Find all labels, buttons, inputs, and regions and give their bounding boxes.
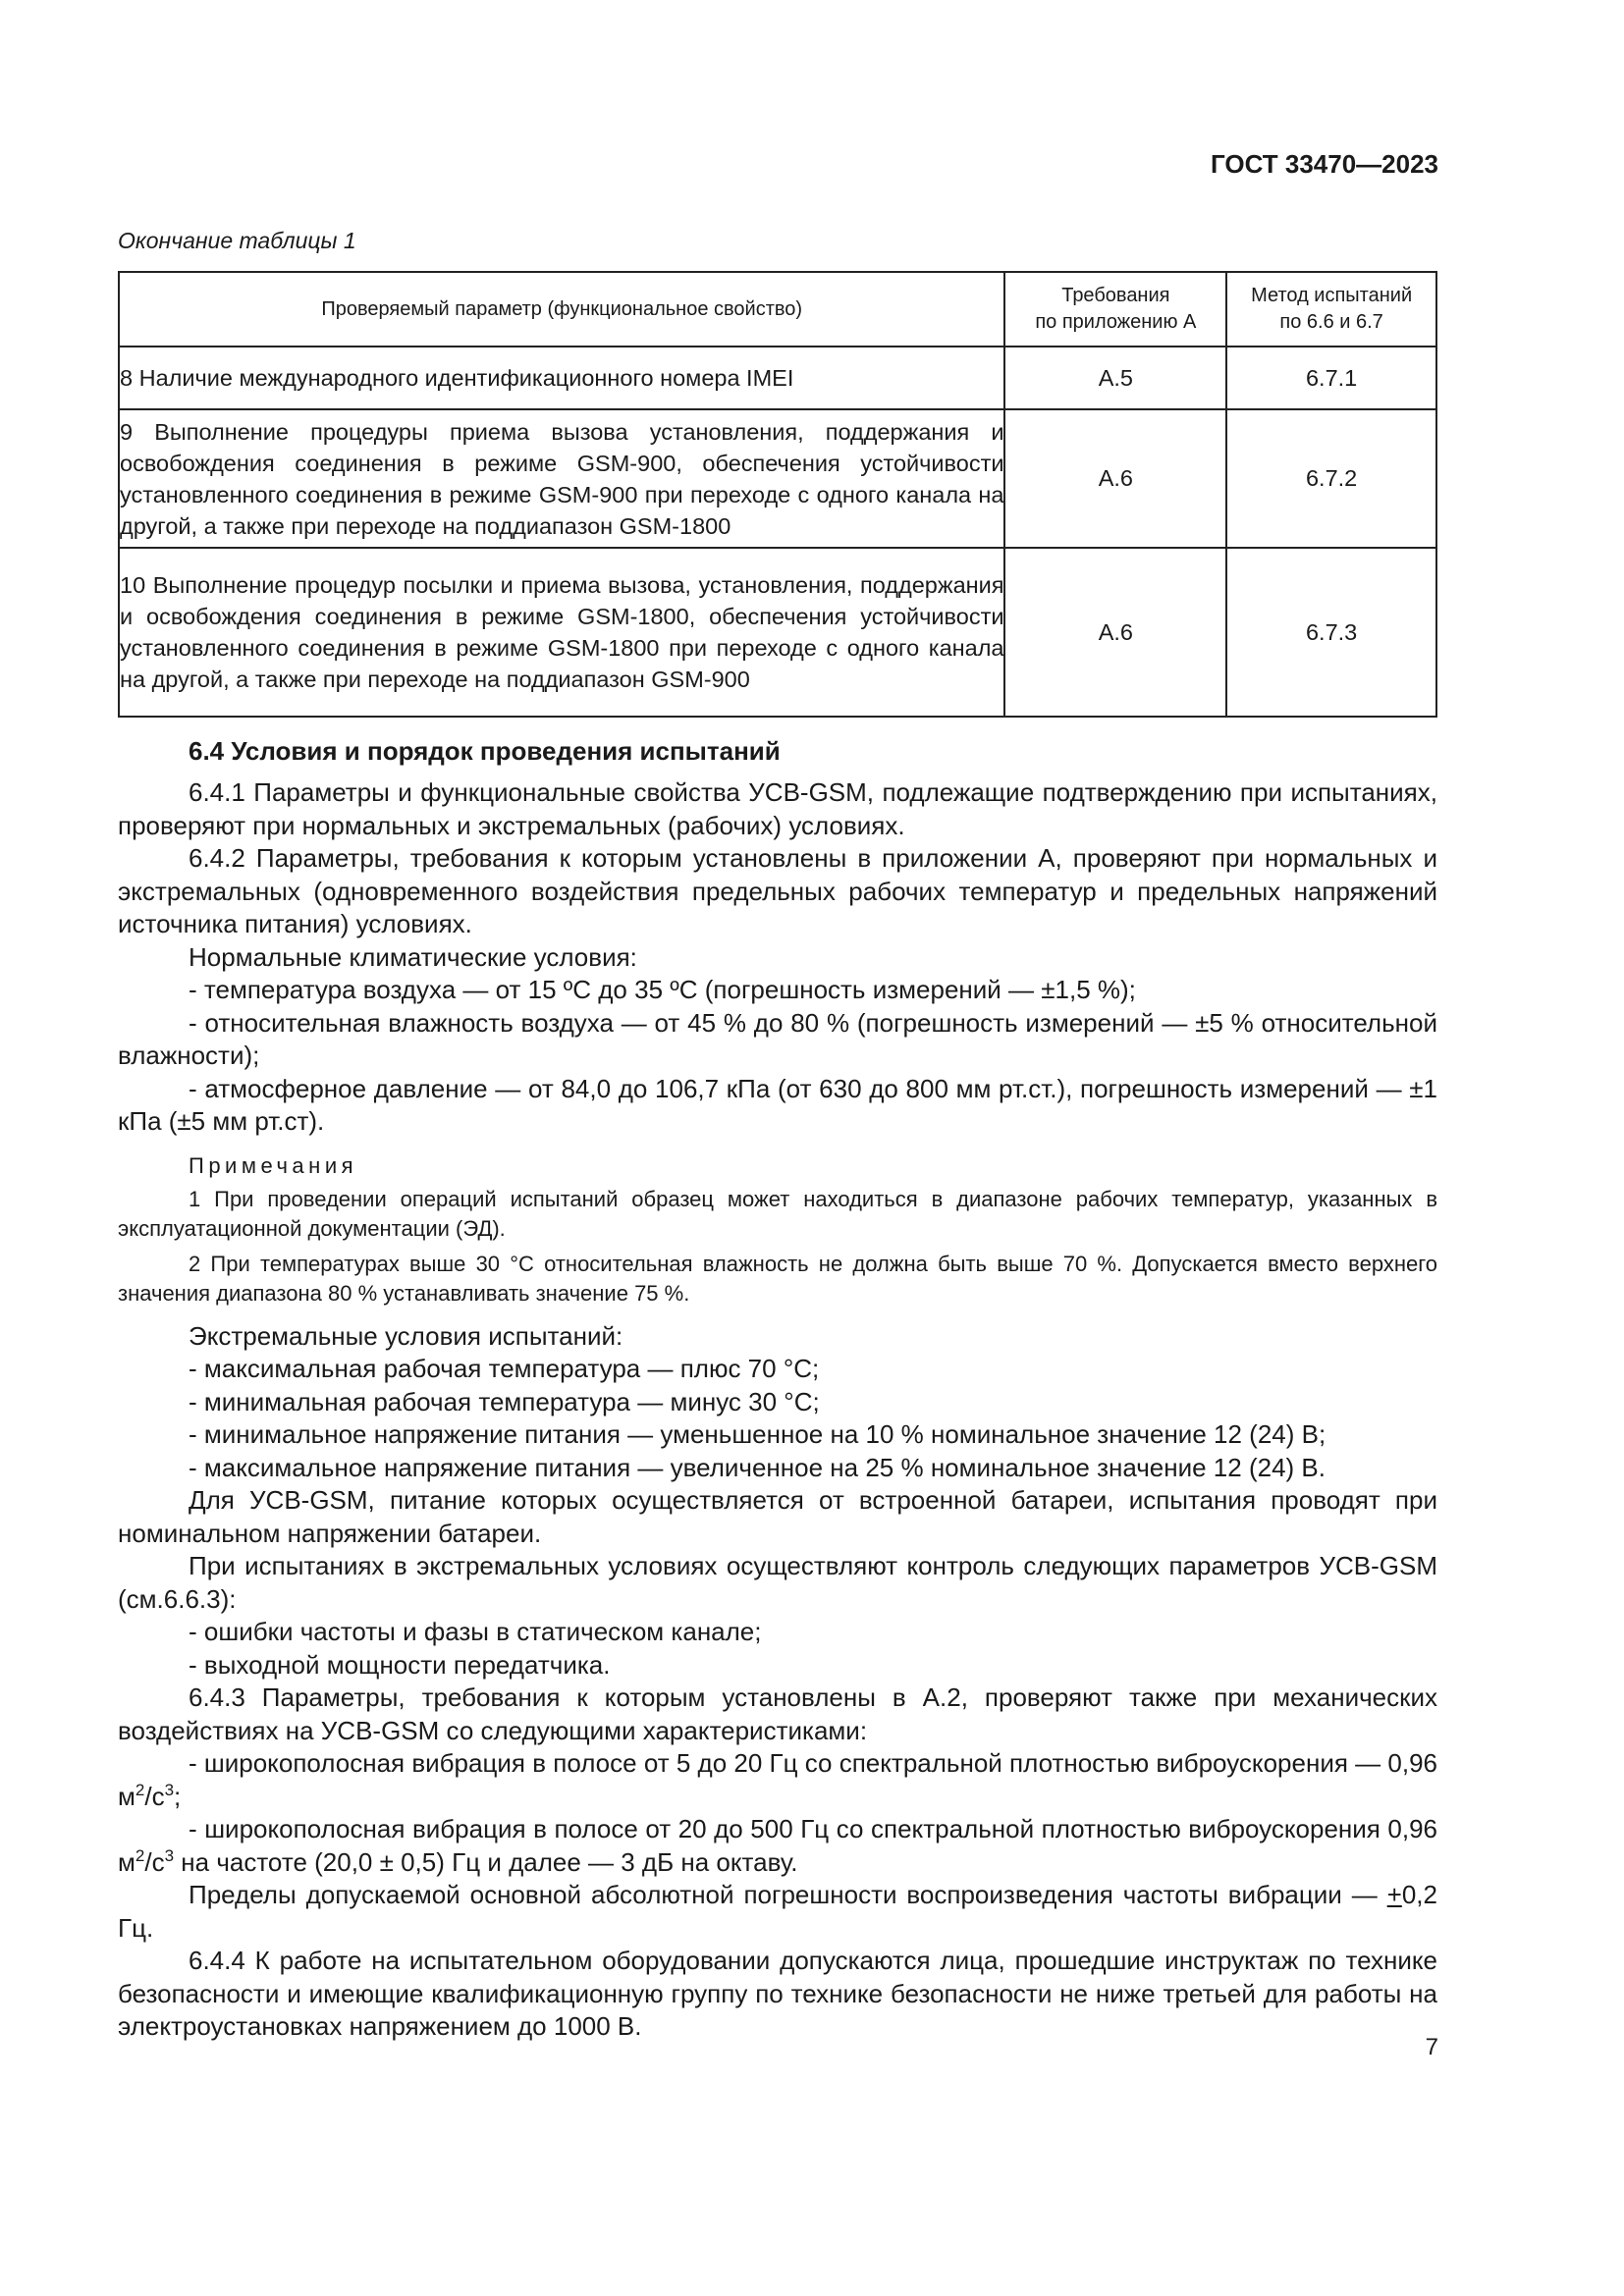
list-item: - максимальная рабочая температура — плюс 70 °С; (189, 1354, 820, 1383)
notes-heading: Примечания (189, 1152, 358, 1178)
vibration-2-text: - широкополосная вибрация в полосе от 20 до 500 Гц со спектральной плотностью виброускорения 0,96 м (118, 1814, 1437, 1877)
requirement-cell: А.6 (1004, 409, 1226, 548)
paragraph-6-4-3: 6.4.3 Параметры, требования к которым установлены в А.2, проверяют также при механических воздействиях на УСВ-GSM со следующими характеристиками: (118, 1682, 1437, 1745)
paragraph-6-4-1: 6.4.1 Параметры и функциональные свойства УСВ-GSM, подлежащие подтверждению при испытаниях, проверяют при нормальных и экстремальных (рабочих) условиях. (118, 777, 1437, 840)
requirement-cell: А.6 (1004, 548, 1226, 717)
method-cell: 6.7.3 (1226, 548, 1436, 717)
limits-value: 0,2 Гц. (118, 1880, 1437, 1943)
document-code: ГОСТ 33470—2023 (1211, 149, 1438, 179)
battery-paragraph: Для УСВ-GSM, питание которых осуществляется от встроенной батареи, испытания проводят при номинальном напряжении батареи. (118, 1485, 1437, 1548)
list-item: - ошибки частоты и фазы в статическом канале; (189, 1617, 762, 1646)
list-item: - минимальная рабочая температура — минус 30 °С; (189, 1386, 820, 1416)
vibration-2-end: на частоте (20,0 ± 0,5) Гц и далее — 3 дБ на октаву. (174, 1846, 798, 1877)
col-header-method (1226, 272, 1436, 347)
vibration-1-exp2: 3 (164, 1780, 175, 1799)
parameters-table (118, 271, 1437, 718)
table-row (119, 409, 1436, 548)
vibration-2-exp2: 3 (164, 1845, 175, 1865)
col-header-requirements (1004, 272, 1226, 347)
paragraph-6-4-2: 6.4.2 Параметры, требования к которым установлены в приложении А, проверяют при нормальных и экстремальных (одновременного воздействия предельных рабочих температур и предельных напряжений источника питания) условиях. (118, 843, 1437, 938)
list-item: - атмосферное давление — от 84,0 до 106,7 кПа (от 630 до 800 мм рт.ст.), погрешность измерений — ±1 кПа (±5 мм рт.ст). (118, 1073, 1437, 1136)
col-header-parameter: Проверяемый параметр (функциональное свойство) (119, 272, 1004, 347)
section-body (118, 734, 1437, 2044)
list-item (118, 1747, 1437, 1813)
limits-paragraph (118, 1879, 1437, 1945)
table-header-row (119, 272, 1436, 347)
normal-conditions-title: Нормальные климатические условия: (189, 941, 637, 972)
col-header-requirements-line2: по приложению А (1035, 311, 1197, 333)
extreme-conditions-title: Экстремальные условия испытаний: (189, 1320, 623, 1351)
section-heading: 6.4 Условия и порядок проведения испытаний (189, 736, 781, 766)
vibration-2-unit: /с (144, 1846, 165, 1877)
list-item: - относительная влажность воздуха — от 45 % до 80 % (погрешность измерений — ±5 % относительной влажности); (118, 1007, 1437, 1070)
list-item: - минимальное напряжение питания — уменьшенное на 10 % номинальное значение 12 (24) В; (189, 1419, 1326, 1449)
table-row (119, 548, 1436, 717)
vibration-1-text: - широкополосная вибрация в полосе от 5 до 20 Гц со спектральной плотностью виброускорения — 0,96 м (118, 1748, 1437, 1811)
vibration-1-exp1: 2 (135, 1780, 145, 1799)
note-item: 2 При температурах выше 30 °С относительная влажность не должна быть выше 70 %. Допускается вместо верхнего значения диапазона 80 % устанавливать значение 75 %. (118, 1251, 1437, 1306)
table-row (119, 347, 1436, 409)
notes-block (118, 1149, 1437, 1308)
param-cell: 10 Выполнение процедур посылки и приема вызова, установления, поддержания и освобождения соединения в режиме GSM-1800, обеспечения устойчивости установленного соединения в режиме GSM-1800 при переходе с одного канала на другой, а также при переходе на поддиапазон GSM-900 (119, 548, 1004, 717)
vibration-2-exp1: 2 (135, 1845, 145, 1865)
note-item: 1 При проведении операций испытаний образец может находиться в диапазоне рабочих температур, указанных в эксплуатационной документации (ЭД). (118, 1186, 1437, 1241)
method-cell: 6.7.2 (1226, 409, 1436, 548)
vibration-1-unit: /с (144, 1781, 165, 1811)
param-cell: 8 Наличие международного идентификационного номера IMEI (119, 347, 1004, 409)
method-cell: 6.7.1 (1226, 347, 1436, 409)
page-number: 7 (1425, 2034, 1438, 2060)
list-item (118, 1813, 1437, 1879)
requirement-cell: А.5 (1004, 347, 1226, 409)
table-caption: Окончание таблицы 1 (118, 228, 356, 253)
extreme-control-paragraph: При испытаниях в экстремальных условиях осуществляют контроль следующих параметров УСВ-GSM (см.6.6.3): (118, 1551, 1437, 1614)
col-header-requirements-line1: Требования (1061, 285, 1170, 306)
vibration-1-end: ; (174, 1781, 182, 1811)
col-header-method-line2: по 6.6 и 6.7 (1279, 311, 1383, 333)
list-item: - выходной мощности передатчика. (189, 1649, 611, 1680)
param-cell: 9 Выполнение процедуры приема вызова установления, поддержания и освобождения соединения в режиме GSM-900, обеспечения устойчивости установленного соединения в режиме GSM-900 при переходе с одного канала на другой, а также при переходе на поддиапазон GSM-1800 (119, 409, 1004, 548)
col-header-method-line1: Метод испытаний (1251, 285, 1413, 306)
list-item: - максимальное напряжение питания — увеличенное на 25 % номинальное значение 12 (24) В. (189, 1452, 1326, 1482)
paragraph-6-4-4: 6.4.4 К работе на испытательном оборудовании допускаются лица, прошедшие инструктаж по технике безопасности и имеющие квалификационную группу по технике безопасности не ниже третьей для работы на электроустановках напряжением до 1000 В. (118, 1946, 1437, 2041)
list-item: - температура воздуха — от 15 ºС до 35 ºС (погрешность измерений — ±1,5 %); (189, 975, 1136, 1004)
limits-text: Пределы допускаемой основной абсолютной погрешности воспроизведения частоты вибрации — (189, 1880, 1378, 1909)
plus-minus-sign: + (1386, 1880, 1402, 1909)
